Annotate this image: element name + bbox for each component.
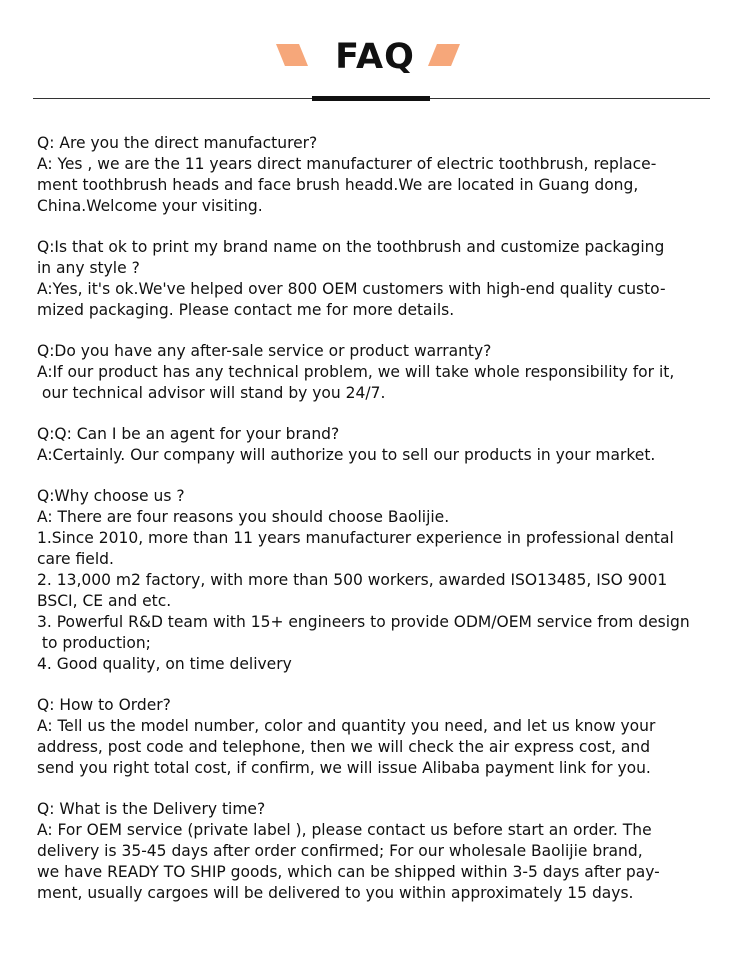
faq-question: Q: Are you the direct manufacturer? [37, 134, 318, 152]
faq-answer-line: A: Tell us the model number, color and quantity you need, and let us know your [37, 717, 656, 735]
header-divider-accent [312, 96, 430, 101]
faq-item [37, 695, 747, 779]
faq-question: Q:Why choose us ? [37, 487, 185, 505]
faq-answer-line: A: For OEM service (private label ), please contact us before start an order. The [37, 821, 652, 839]
faq-answer-line: delivery is 35-45 days after order confirmed; For our wholesale Baolijie brand, [37, 842, 643, 860]
faq-answer-line: ment toothbrush heads and face brush headd.We are located in Guang dong, [37, 176, 639, 194]
faq-item [37, 486, 747, 675]
faq-answer-line: 4. Good quality, on time delivery [37, 655, 292, 673]
faq-answer-line: care field. [37, 550, 114, 568]
faq-answer-line: we have READY TO SHIP goods, which can be shipped within 3-5 days after pay- [37, 863, 660, 881]
faq-question: Q: What is the Delivery time? [37, 800, 266, 818]
faq-answer-line: address, post code and telephone, then we will check the air express cost, and [37, 738, 651, 756]
faq-question: Q: How to Order? [37, 696, 171, 714]
faq-question: Q:Q: Can I be an agent for your brand? [37, 425, 340, 443]
faq-item [37, 133, 747, 217]
faq-answer-line: 1.Since 2010, more than 11 years manufacturer experience in professional dental [37, 529, 674, 547]
faq-answer-line: ment, usually cargoes will be delivered to you within approximately 15 days. [37, 884, 634, 902]
page-title: FAQ [335, 37, 415, 77]
faq-answer-line: our technical advisor will stand by you 24/7. [37, 384, 386, 402]
faq-answer-line: A: Yes , we are the 11 years direct manufacturer of electric toothbrush, replace- [37, 155, 657, 173]
faq-header [0, 0, 750, 110]
faq-answer-line: A: There are four reasons you should choose Baolijie. [37, 508, 450, 526]
faq-answer-line: A:If our product has any technical problem, we will take whole responsibility for it, [37, 363, 675, 381]
faq-item [37, 799, 747, 904]
faq-answer-line: 2. 13,000 m2 factory, with more than 500 workers, awarded ISO13485, ISO 9001 [37, 571, 668, 589]
faq-answer-line: mized packaging. Please contact me for more details. [37, 301, 455, 319]
faq-question: Q:Do you have any after-sale service or product warranty? [37, 342, 492, 360]
faq-answer-line: 3. Powerful R&D team with 15+ engineers to provide ODM/OEM service from design [37, 613, 690, 631]
faq-question: Q:Is that ok to print my brand name on the toothbrush and customize packaging [37, 238, 665, 256]
faq-answer-line: China.Welcome your visiting. [37, 197, 263, 215]
faq-answer-line: A:Yes, it's ok.We've helped over 800 OEM customers with high-end quality custo- [37, 280, 666, 298]
faq-item [37, 237, 747, 321]
faq-item [37, 341, 747, 404]
faq-answer-line: to production; [37, 634, 151, 652]
faq-answer-line: A:Certainly. Our company will authorize you to sell our products in your market. [37, 446, 656, 464]
faq-answer-line: send you right total cost, if confirm, we will issue Alibaba payment link for you. [37, 759, 651, 777]
faq-answer-line: in any style ? [37, 259, 140, 277]
faq-list [37, 133, 747, 924]
faq-item [37, 424, 747, 466]
faq-answer-line: BSCI, CE and etc. [37, 592, 172, 610]
